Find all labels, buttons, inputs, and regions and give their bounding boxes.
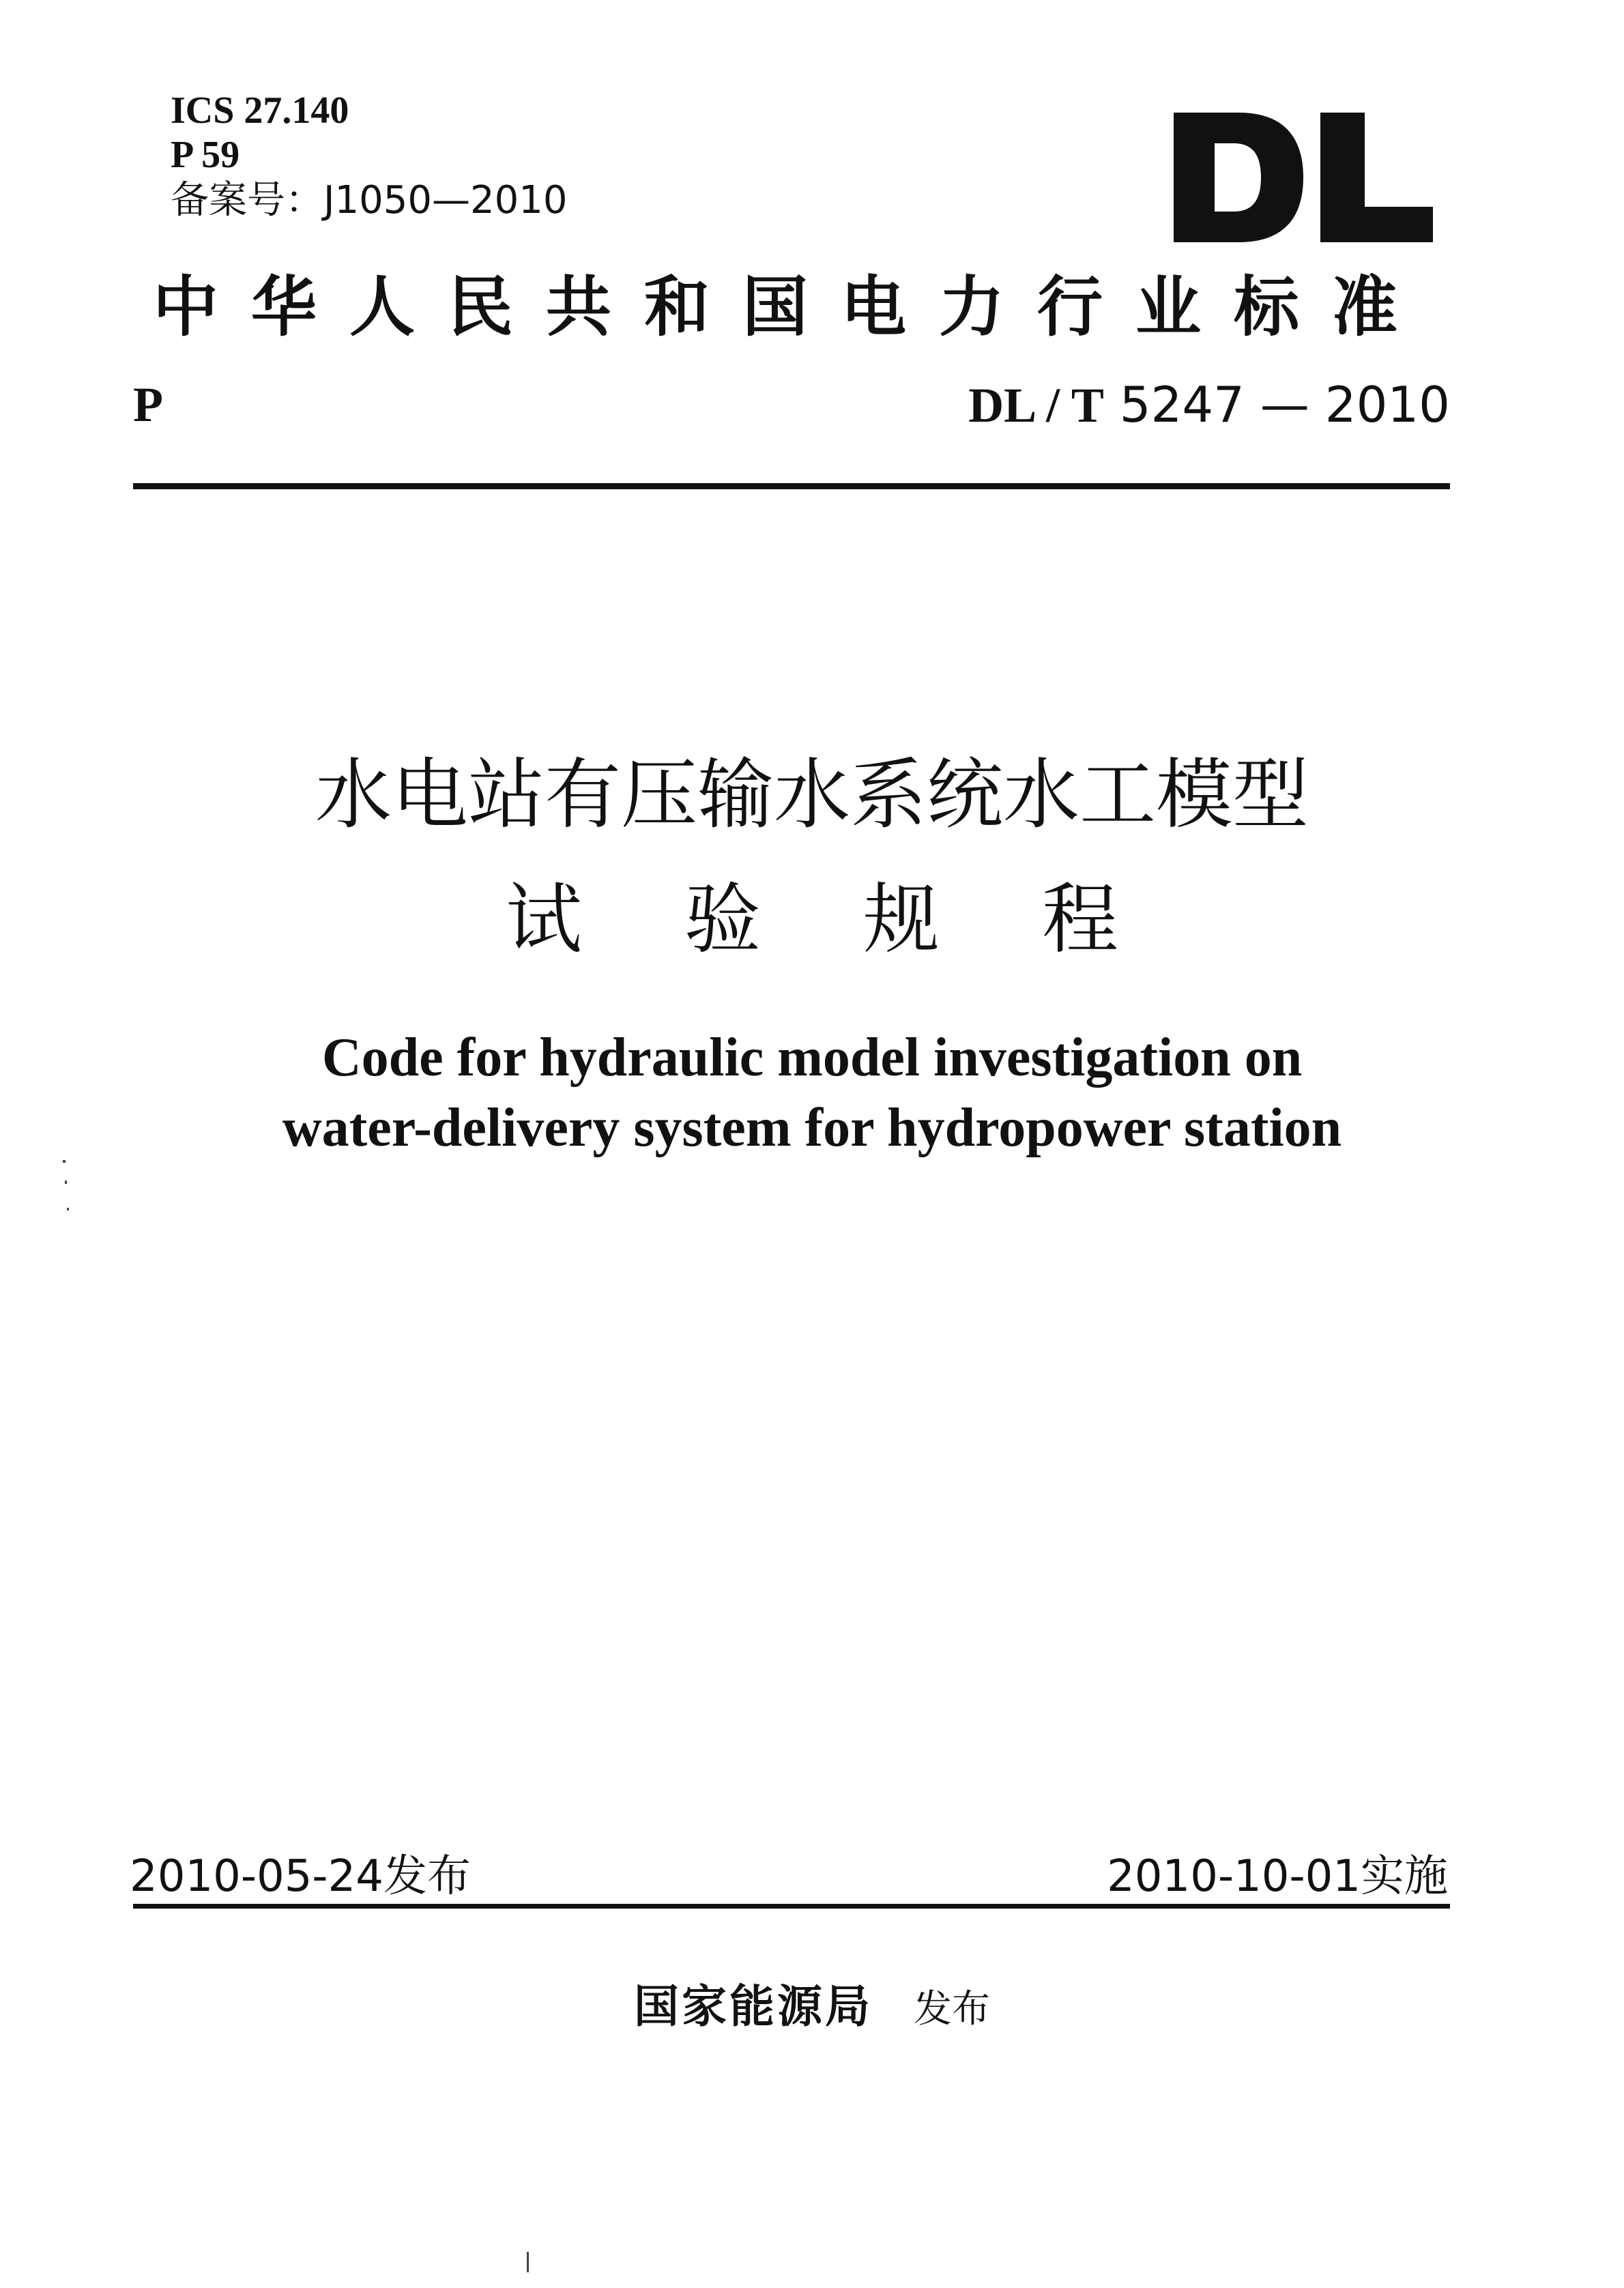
- issue-date: 2010-05-24发布: [130, 1851, 471, 1902]
- issuer-action: 发布: [914, 1987, 990, 2031]
- chinese-title-line-1: 水电站有压输水系统水工模型: [315, 751, 1309, 839]
- standard-number-value: 5247 — 2010: [1119, 376, 1450, 433]
- dl-logo: [1174, 113, 1433, 242]
- scan-speck: [67, 1208, 69, 1211]
- standard-number: [968, 374, 1450, 436]
- issuer-line: [0, 1979, 1624, 2037]
- header-rule: [133, 483, 1450, 489]
- implementation-date: 2010-10-01实施: [1107, 1851, 1448, 1902]
- english-title-line-1: Code for hydraulic model investigation on: [321, 1028, 1303, 1088]
- record-number: 备案号：J1050—2010: [171, 178, 568, 222]
- footer-rule: [133, 1904, 1450, 1909]
- scan-speck: [65, 1181, 67, 1184]
- classification-letter: P: [133, 377, 163, 432]
- english-title-line-2: water-delivery system for hydropower station: [282, 1098, 1342, 1158]
- issuer-name: 国家能源局: [634, 1980, 873, 2033]
- scan-speck: [63, 1160, 66, 1163]
- chinese-title-line-2: 试验规程: [506, 875, 1221, 964]
- ccs-code: P 59: [171, 134, 240, 176]
- scan-speck: [527, 2252, 529, 2272]
- standard-number-prefix: DL / T: [968, 378, 1104, 433]
- ics-code: ICS 27.140: [171, 89, 349, 132]
- standard-title: 中华人民共和国电力行业标准: [153, 268, 1430, 345]
